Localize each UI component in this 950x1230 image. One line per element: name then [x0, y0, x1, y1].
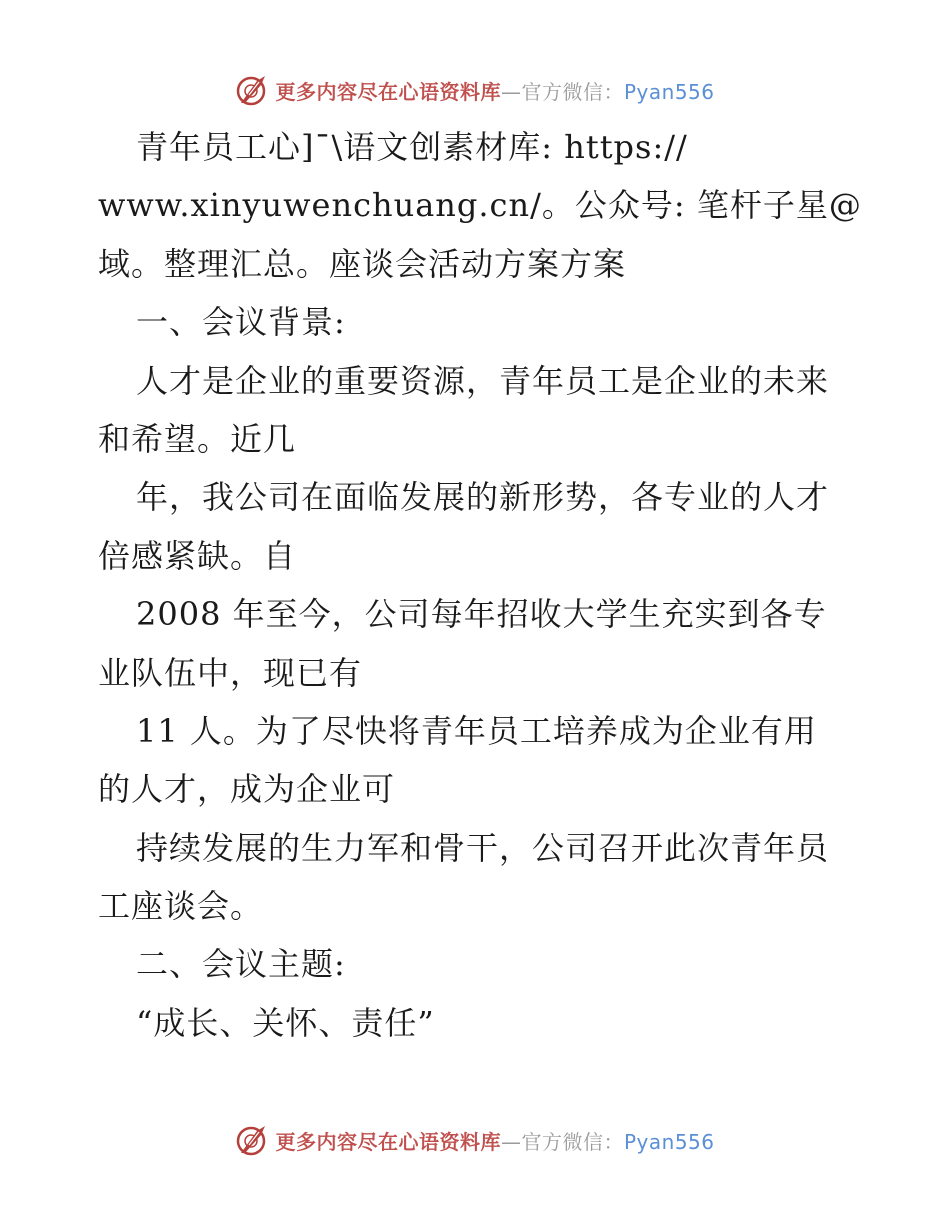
body-line-1: 青年员工心]¯\语文创素材库: https:// [136, 128, 688, 166]
body-line-11: 11 人。为了尽快将青年员工培养成为企业有用 [136, 711, 817, 750]
body-line-10: 业队伍中，现已有 [98, 653, 363, 692]
quill-logo-icon [235, 73, 269, 107]
banner-text [275, 1126, 714, 1155]
body-line-7: 年，我公司在面临发展的新形势，各专业的人才 [136, 478, 830, 517]
body-line-8: 倍感紧缺。自 [98, 536, 297, 575]
meeting-theme-text: “成长、关怀、责任” [136, 1003, 435, 1042]
banner-wechat-label: —官方微信： [500, 79, 624, 104]
banner-library-name: 更多内容尽在心语资料库 [275, 1129, 501, 1154]
body-line-9: 2008 年至今，公司每年招收大学生充实到各专 [136, 595, 827, 634]
body-line-5: 人才是企业的重要资源，青年员工是企业的未来 [136, 361, 830, 400]
banner-wechat-label: —官方微信： [500, 1129, 624, 1154]
body-line-2: www.xinyuwenchuang.cn/。公众号: 笔杆子星@ [98, 186, 862, 225]
footer-banner [0, 1120, 950, 1160]
banner-text [275, 76, 714, 105]
quill-logo-icon [235, 1123, 269, 1157]
banner-wechat-id: Pyan556 [623, 1129, 715, 1154]
body-line-6: 和希望。近几 [98, 419, 297, 458]
body-line-3: 域。整理汇总。座谈会活动方案方案 [98, 244, 627, 283]
banner-wechat-id: Pyan556 [623, 79, 715, 104]
section-heading-background: 一、会议背景: [136, 303, 346, 342]
document-body [98, 118, 862, 1052]
body-line-14: 工座谈会。 [98, 887, 264, 926]
section-heading-theme: 二、会议主题: [136, 945, 346, 984]
header-banner [0, 70, 950, 110]
banner-library-name: 更多内容尽在心语资料库 [275, 79, 501, 104]
body-line-12: 的人才，成为企业可 [98, 770, 396, 809]
body-line-13: 持续发展的生力军和骨干，公司召开此次青年员 [136, 828, 830, 867]
